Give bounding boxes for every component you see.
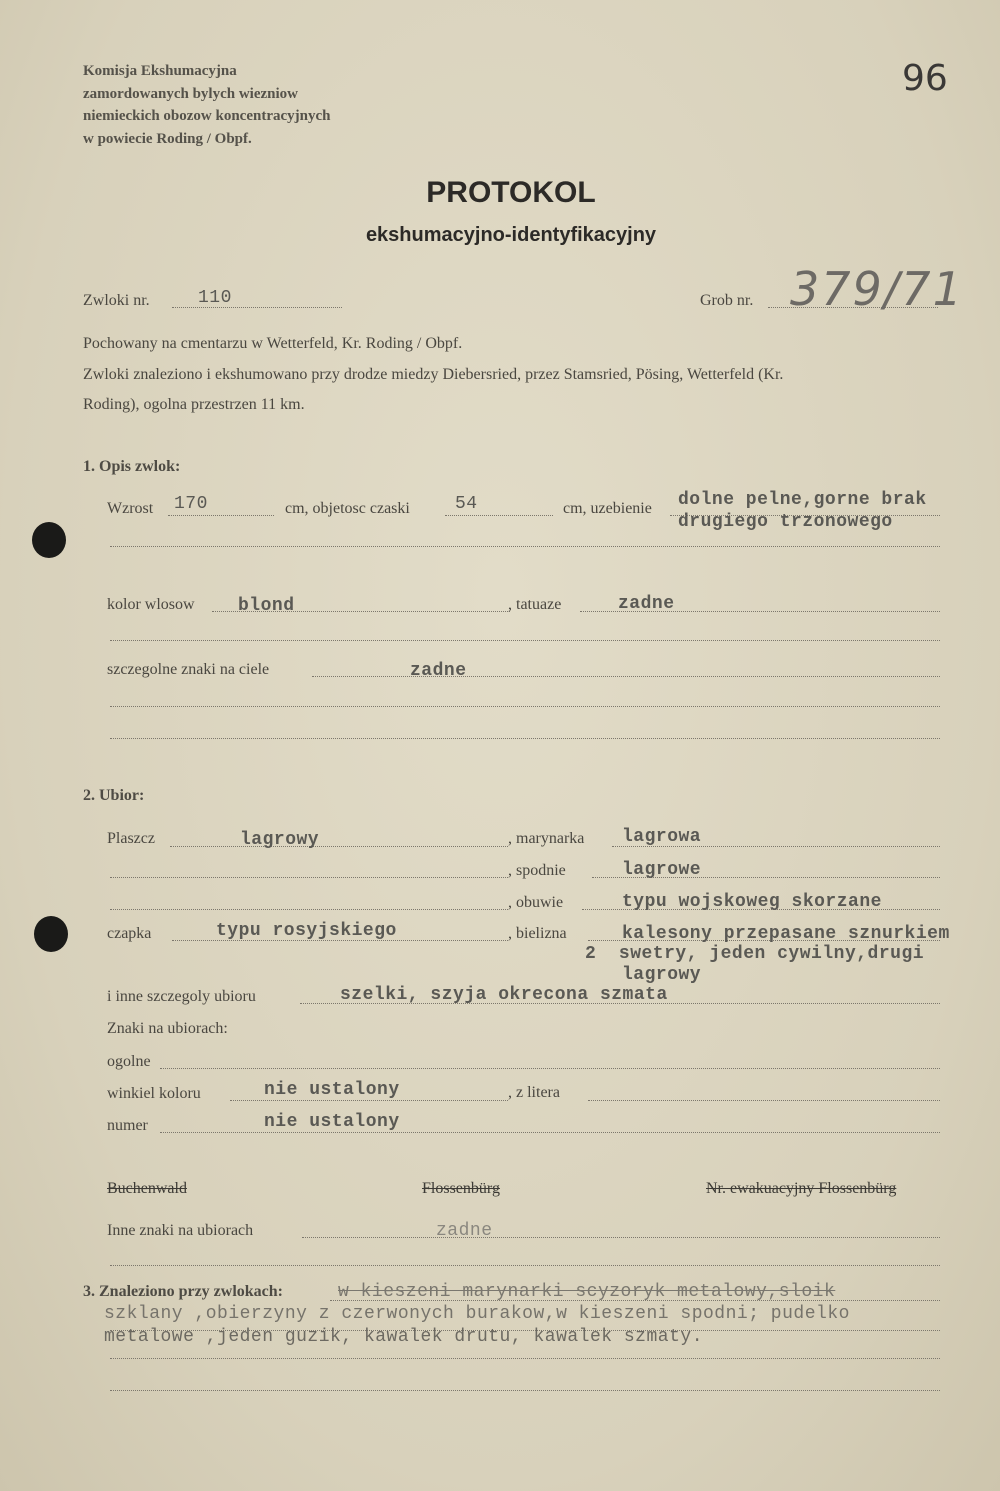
underwear-value-line1: kalesony przepasane sznurkiem (622, 924, 950, 944)
tattoo-label: , tatuaze (508, 596, 562, 613)
skull-label: cm, objetosc czaski (285, 500, 410, 517)
grave-number-value: 379/71 (790, 262, 964, 316)
letter-label: , z litera (508, 1084, 560, 1101)
grave-number-label: Grob nr. (700, 292, 754, 309)
teeth-value-line1: dolne pelne,gorne brak (678, 490, 927, 510)
document-subtitle: ekshumacyjno-identyfikacyjny (365, 224, 657, 246)
section1-blank-line-4 (110, 738, 940, 739)
other-clothing-marks-label: Inne znaki na ubiorach (107, 1222, 254, 1239)
coat-line (170, 846, 508, 847)
section3-line-3 (110, 1358, 940, 1359)
skull-value: 54 (455, 494, 478, 514)
section1-blank-line-1 (110, 546, 940, 547)
camp-flossenburg: Flossenbürg (422, 1180, 500, 1197)
shoes-blank-line (110, 909, 508, 910)
other-clothing-marks-value: zadne (436, 1221, 493, 1241)
section1-blank-line-3 (110, 706, 940, 707)
jacket-label: , marynarka (508, 830, 585, 847)
trousers-blank-line (110, 877, 508, 878)
document-title: PROTOKOL (426, 176, 596, 209)
underwear-value-line3: lagrowy (622, 965, 702, 985)
triangle-color-line (230, 1100, 508, 1101)
body-marks-value: zadne (410, 661, 467, 681)
found-text-line1: Zwloki znaleziono i ekshumowano przy drodze miedzy Diebersried, przez Stamsried, Pösing, Wetterfeld (Kr. (83, 366, 784, 383)
section3-line-4 (110, 1390, 940, 1391)
teeth-value-line2: drugiego trzonowego (678, 512, 893, 532)
section3-heading: 3. Znaleziono przy zwlokach: (83, 1283, 283, 1300)
trousers-label: , spodnie (508, 862, 566, 879)
number-value: nie ustalony (264, 1112, 400, 1132)
shoes-value: typu wojskoweg skorzane (622, 892, 882, 912)
section2-heading: 2. Ubior: (83, 787, 145, 804)
body-number-label: Zwloki nr. (83, 292, 150, 309)
height-line (168, 515, 274, 516)
clothing-marks-heading: Znaki na ubiorach: (107, 1020, 228, 1037)
general-marks-line (160, 1068, 940, 1069)
cap-label: czapka (107, 925, 152, 942)
triangle-color-label: winkiel koloru (107, 1085, 201, 1102)
found-items-line3: metalowe ,jeden guzik, kawalek drutu, kawalek szmaty. (104, 1327, 703, 1347)
tattoo-value: zadne (618, 594, 675, 614)
body-marks-label: szczegolne znaki na ciele (107, 661, 270, 678)
coat-value: lagrowy (240, 830, 320, 850)
camp-evacuation-number: Nr. ewakuacyjny Flossenbürg (706, 1180, 897, 1197)
other-clothing-marks-line (302, 1237, 940, 1238)
letter-line (588, 1100, 940, 1101)
number-line (160, 1132, 940, 1133)
org-line: w powiecie Roding / Obpf. (83, 130, 252, 147)
height-label: Wzrost (107, 500, 154, 517)
found-items-line1: w kieszeni marynarki scyzoryk metalowy,sloik (338, 1282, 836, 1302)
page-number: 96 (902, 58, 948, 99)
trousers-value: lagrowe (622, 860, 702, 880)
hair-value: blond (238, 596, 295, 616)
skull-line (445, 515, 553, 516)
org-line: niemieckich obozow koncentracyjnych (83, 108, 331, 124)
jacket-value: lagrowa (622, 827, 702, 847)
org-line: Komisja Ekshumacyjna (83, 63, 237, 79)
body-marks-line (312, 676, 940, 677)
other-details-value: szelki, szyja okrecona szmata (340, 985, 668, 1005)
general-marks-label: ogolne (107, 1053, 151, 1070)
burial-text: Pochowany na cmentarzu w Wetterfeld, Kr. Roding / Obpf. (83, 335, 463, 352)
underwear-value-line2: 2 swetry, jeden cywilny,drugi (585, 944, 925, 964)
teeth-line (670, 515, 940, 516)
section1-heading: 1. Opis zwlok: (83, 458, 181, 475)
punch-hole-top (32, 522, 66, 558)
teeth-label: cm, uzebienie (563, 500, 652, 517)
cap-value: typu rosyjskiego (216, 921, 397, 941)
other-details-label: i inne szczegoly ubioru (107, 988, 256, 1005)
triangle-color-value: nie ustalony (264, 1080, 400, 1100)
section1-blank-line-2 (110, 640, 940, 641)
height-value: 170 (174, 494, 208, 514)
org-line: zamordowanych bylych wiezniow (83, 85, 298, 102)
organization-header (83, 60, 330, 150)
number-label: numer (107, 1117, 148, 1134)
camp-buchenwald: Buchenwald (107, 1180, 187, 1197)
section2-blank-line (110, 1265, 940, 1266)
found-items-line2: szklany ,obierzyny z czerwonych burakow,w kieszeni spodni; pudelko (104, 1304, 850, 1324)
shoes-label: , obuwie (508, 894, 564, 911)
punch-hole-bottom (34, 916, 68, 952)
hair-label: kolor wlosow (107, 596, 195, 613)
coat-label: Plaszcz (107, 830, 155, 847)
underwear-label: , bielizna (508, 925, 567, 942)
found-text-line2: Roding), ogolna przestrzen 11 km. (83, 396, 305, 413)
body-number-value: 110 (198, 288, 232, 308)
